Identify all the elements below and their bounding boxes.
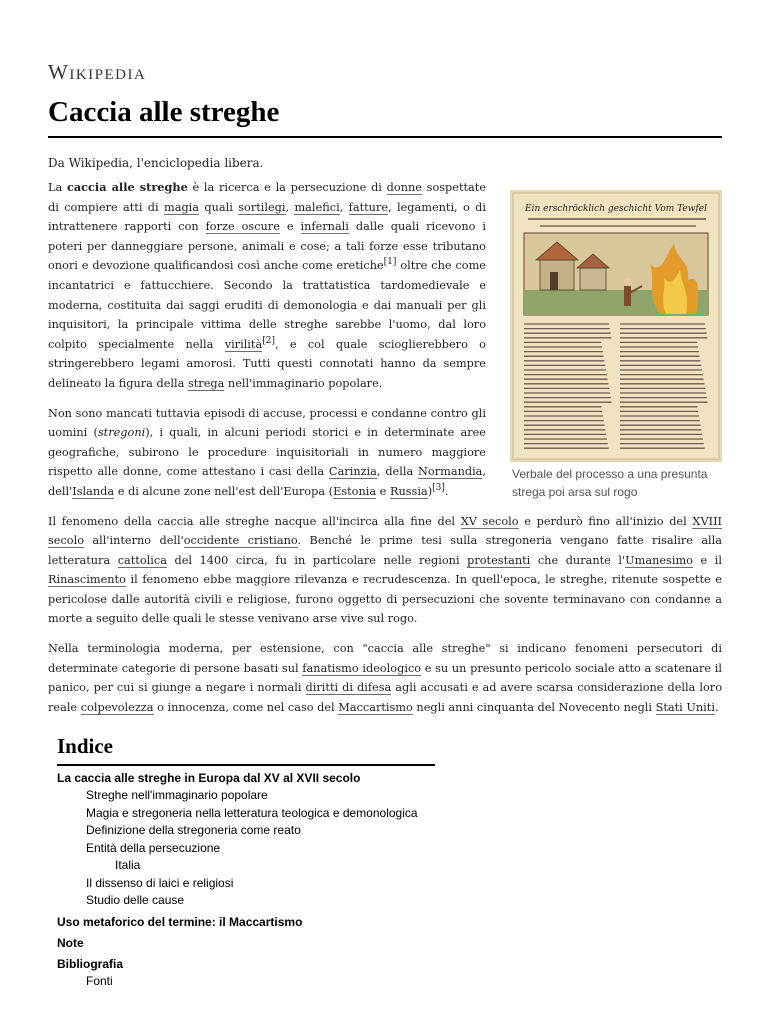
article-paragraph: [48, 639, 722, 717]
article-link[interactable]: Islanda: [72, 484, 115, 498]
text-run: il fenomeno ebbe maggiore rilevanza e recrudescenza. In quell'epoca, le streghe, ritenute sospette e pericolose dalle autorità civili e religiose, furono oggetto di persecuzioni che sovente terminavano con condanne a morte a seguito delle quali le stesse venivano arse vive sul rogo.: [48, 573, 722, 626]
text-run: agli accusati e ad avere scarsa considerazione della loro reale: [48, 681, 722, 714]
bold-term: caccia alle streghe: [66, 180, 188, 194]
article-paragraph: [48, 512, 722, 630]
citation-ref[interactable]: [1]: [383, 257, 397, 268]
text-run: o innocenza, come nel caso del: [153, 700, 339, 714]
article-link[interactable]: Carinzia: [328, 465, 377, 479]
toc-item[interactable]: Streghe nell'immaginario popolare: [86, 788, 268, 802]
text-run: e su un presunto pericolo sociale atto a scatenare il panico, per cui si giunge a negare i normali: [48, 661, 723, 695]
text-run: nell'immaginario popolare.: [224, 376, 383, 390]
italic-term: stregoni: [97, 426, 146, 440]
text-run: e il: [692, 553, 722, 567]
citation-ref[interactable]: [3]: [432, 483, 445, 494]
article-link[interactable]: magia: [164, 200, 200, 214]
toc-item[interactable]: Il dissenso di laici e religiosi: [86, 875, 234, 890]
wikipedia-logo[interactable]: [48, 60, 146, 85]
text-run: quali: [199, 200, 239, 214]
title-divider: [48, 136, 722, 138]
text-run: , e col quale scioglierebbero o stringerebbero legami amorosi. Tutti questi connotati hanno da sempre delineato la figura della: [48, 337, 486, 390]
article-link[interactable]: Normandia: [418, 465, 483, 479]
toc-item[interactable]: Italia: [115, 858, 141, 872]
toc-item[interactable]: Uso metaforico del termine: il Maccartismo: [57, 914, 303, 929]
article-link[interactable]: strega: [187, 376, 225, 390]
article-link[interactable]: forze oscure: [205, 220, 280, 234]
article-body: [48, 178, 722, 727]
text-run: .: [714, 700, 719, 714]
article-link[interactable]: cattolica: [117, 553, 167, 567]
citation-ref[interactable]: [2]: [262, 335, 275, 346]
toc-item[interactable]: Magia e stregoneria nella letteratura teologica e demonologica: [86, 805, 418, 820]
text-run: Nella terminologia moderna, per estensione, con "caccia alle streghe" si indicano fenomeni persecutori di determinate categorie di persone basati sul: [48, 642, 722, 675]
text-run: ,: [339, 200, 349, 214]
text-run: e perdurò fino all'inizio del: [518, 514, 693, 528]
text-run: Non sono mancati tuttavia episodi di accuse, processi e condanne contro gli uomini (: [48, 406, 486, 440]
image-header-text: Ein erschröcklich geschicht Vom Tewfel: [525, 204, 707, 214]
text-run: , della: [376, 465, 419, 479]
toc-title: Indice: [57, 734, 114, 758]
text-run: , legamenti, o di intrattenere rapporti con: [48, 200, 487, 234]
article-link[interactable]: sortilegi: [238, 200, 286, 214]
article-link[interactable]: colpevolezza: [80, 700, 154, 714]
article-link[interactable]: Rinascimento: [48, 573, 126, 587]
text-run: all'interno dell': [84, 534, 184, 548]
text-run: negli anni cinquanta del Novecento negli: [412, 700, 656, 714]
trial-record-image[interactable]: [510, 190, 722, 462]
article-link[interactable]: occidente cristiano: [183, 534, 298, 548]
text-run: Il fenomeno della caccia alle streghe nacque all'incirca alla fine del: [48, 514, 461, 528]
woodcut-illustration: [524, 233, 708, 315]
logo-text: Wikipedia: [48, 60, 147, 84]
text-run: è la ricerca e la persecuzione di: [187, 181, 387, 194]
toc-item[interactable]: Fonti: [86, 973, 113, 988]
article-link[interactable]: fanatismo ideologico: [302, 661, 422, 675]
toc-item[interactable]: Entità della persecuzione: [86, 840, 221, 855]
article-link[interactable]: protestanti: [467, 553, 531, 567]
article-link[interactable]: donne: [386, 181, 422, 194]
text-run: La: [48, 181, 67, 194]
text-run: e di alcune zone nell'est dell'Europa (: [114, 484, 334, 498]
text-run: e: [279, 220, 301, 234]
toc-item[interactable]: La caccia alle streghe in Europa dal XV al XVII secolo: [57, 771, 361, 785]
article-link[interactable]: infernali: [300, 220, 349, 234]
toc-list: [57, 770, 437, 990]
article-link[interactable]: XVIII secolo: [48, 514, 722, 548]
toc-item[interactable]: Definizione della stregoneria come reato: [86, 823, 301, 837]
toc-item[interactable]: Studio delle cause: [86, 893, 185, 907]
text-run: dalle quali ricevono i poteri per danneggiare persone, animali e cose; a tali forze esse tributano onori e devozione qualificandosi così anche come eretiche: [48, 220, 487, 273]
article-link[interactable]: malefici: [294, 200, 340, 214]
article-link[interactable]: Umanesimo: [625, 553, 693, 567]
text-run: .: [444, 484, 449, 498]
text-run: che durante l': [530, 553, 626, 567]
text-run: ,: [285, 200, 295, 214]
article-link[interactable]: diritti di difesa: [305, 681, 392, 695]
toc-divider: [57, 764, 435, 766]
text-run: oltre che come incantatrici e fattucchiere. Secondo la trattatistica tardomedievale e moderna, costituita dai saggi eruditi di demonologia e dai manuali per gli inquisitori, la principale vittima delle streghe sarebbe l'uomo, dal loro colpito specialmente nella: [48, 259, 486, 351]
text-run: , dell': [48, 465, 487, 498]
text-run: . Benché le prime tesi sulla stregoneria vengano fatte risalire alla letteratura: [48, 534, 723, 567]
text-run: del 1400 circa, fu in particolare nelle regioni: [166, 553, 468, 567]
text-run: ), i quali, in alcuni periodi storici e in determinate aree geografiche, subirono le procedure inquisitoriali in numero maggiore rispetto alle donne, come attestano i casi della: [48, 426, 486, 479]
figure-caption: Verbale del processo a una presunta strega poi arsa sul rogo: [512, 467, 708, 499]
page-tagline: Da Wikipedia, l'enciclopedia libera.: [48, 156, 264, 170]
article-link[interactable]: Estonia: [333, 484, 377, 498]
page-title: Caccia alle streghe: [48, 96, 280, 128]
text-run: ): [427, 484, 433, 498]
text-run: sospettate di compiere atti di: [48, 181, 487, 214]
text-run: e: [376, 484, 390, 498]
toc-item[interactable]: Note: [57, 935, 84, 950]
article-link[interactable]: XV secolo: [460, 514, 519, 528]
article-link[interactable]: Russia: [389, 484, 428, 498]
article-link[interactable]: fatture: [348, 200, 389, 214]
article-figure: [510, 190, 722, 501]
table-of-contents: [57, 734, 437, 990]
article-link[interactable]: virilità: [224, 337, 263, 351]
article-link[interactable]: Maccartismo: [338, 700, 413, 714]
article-link[interactable]: Stati Uniti: [655, 700, 715, 714]
toc-item[interactable]: Bibliografia: [57, 956, 124, 971]
